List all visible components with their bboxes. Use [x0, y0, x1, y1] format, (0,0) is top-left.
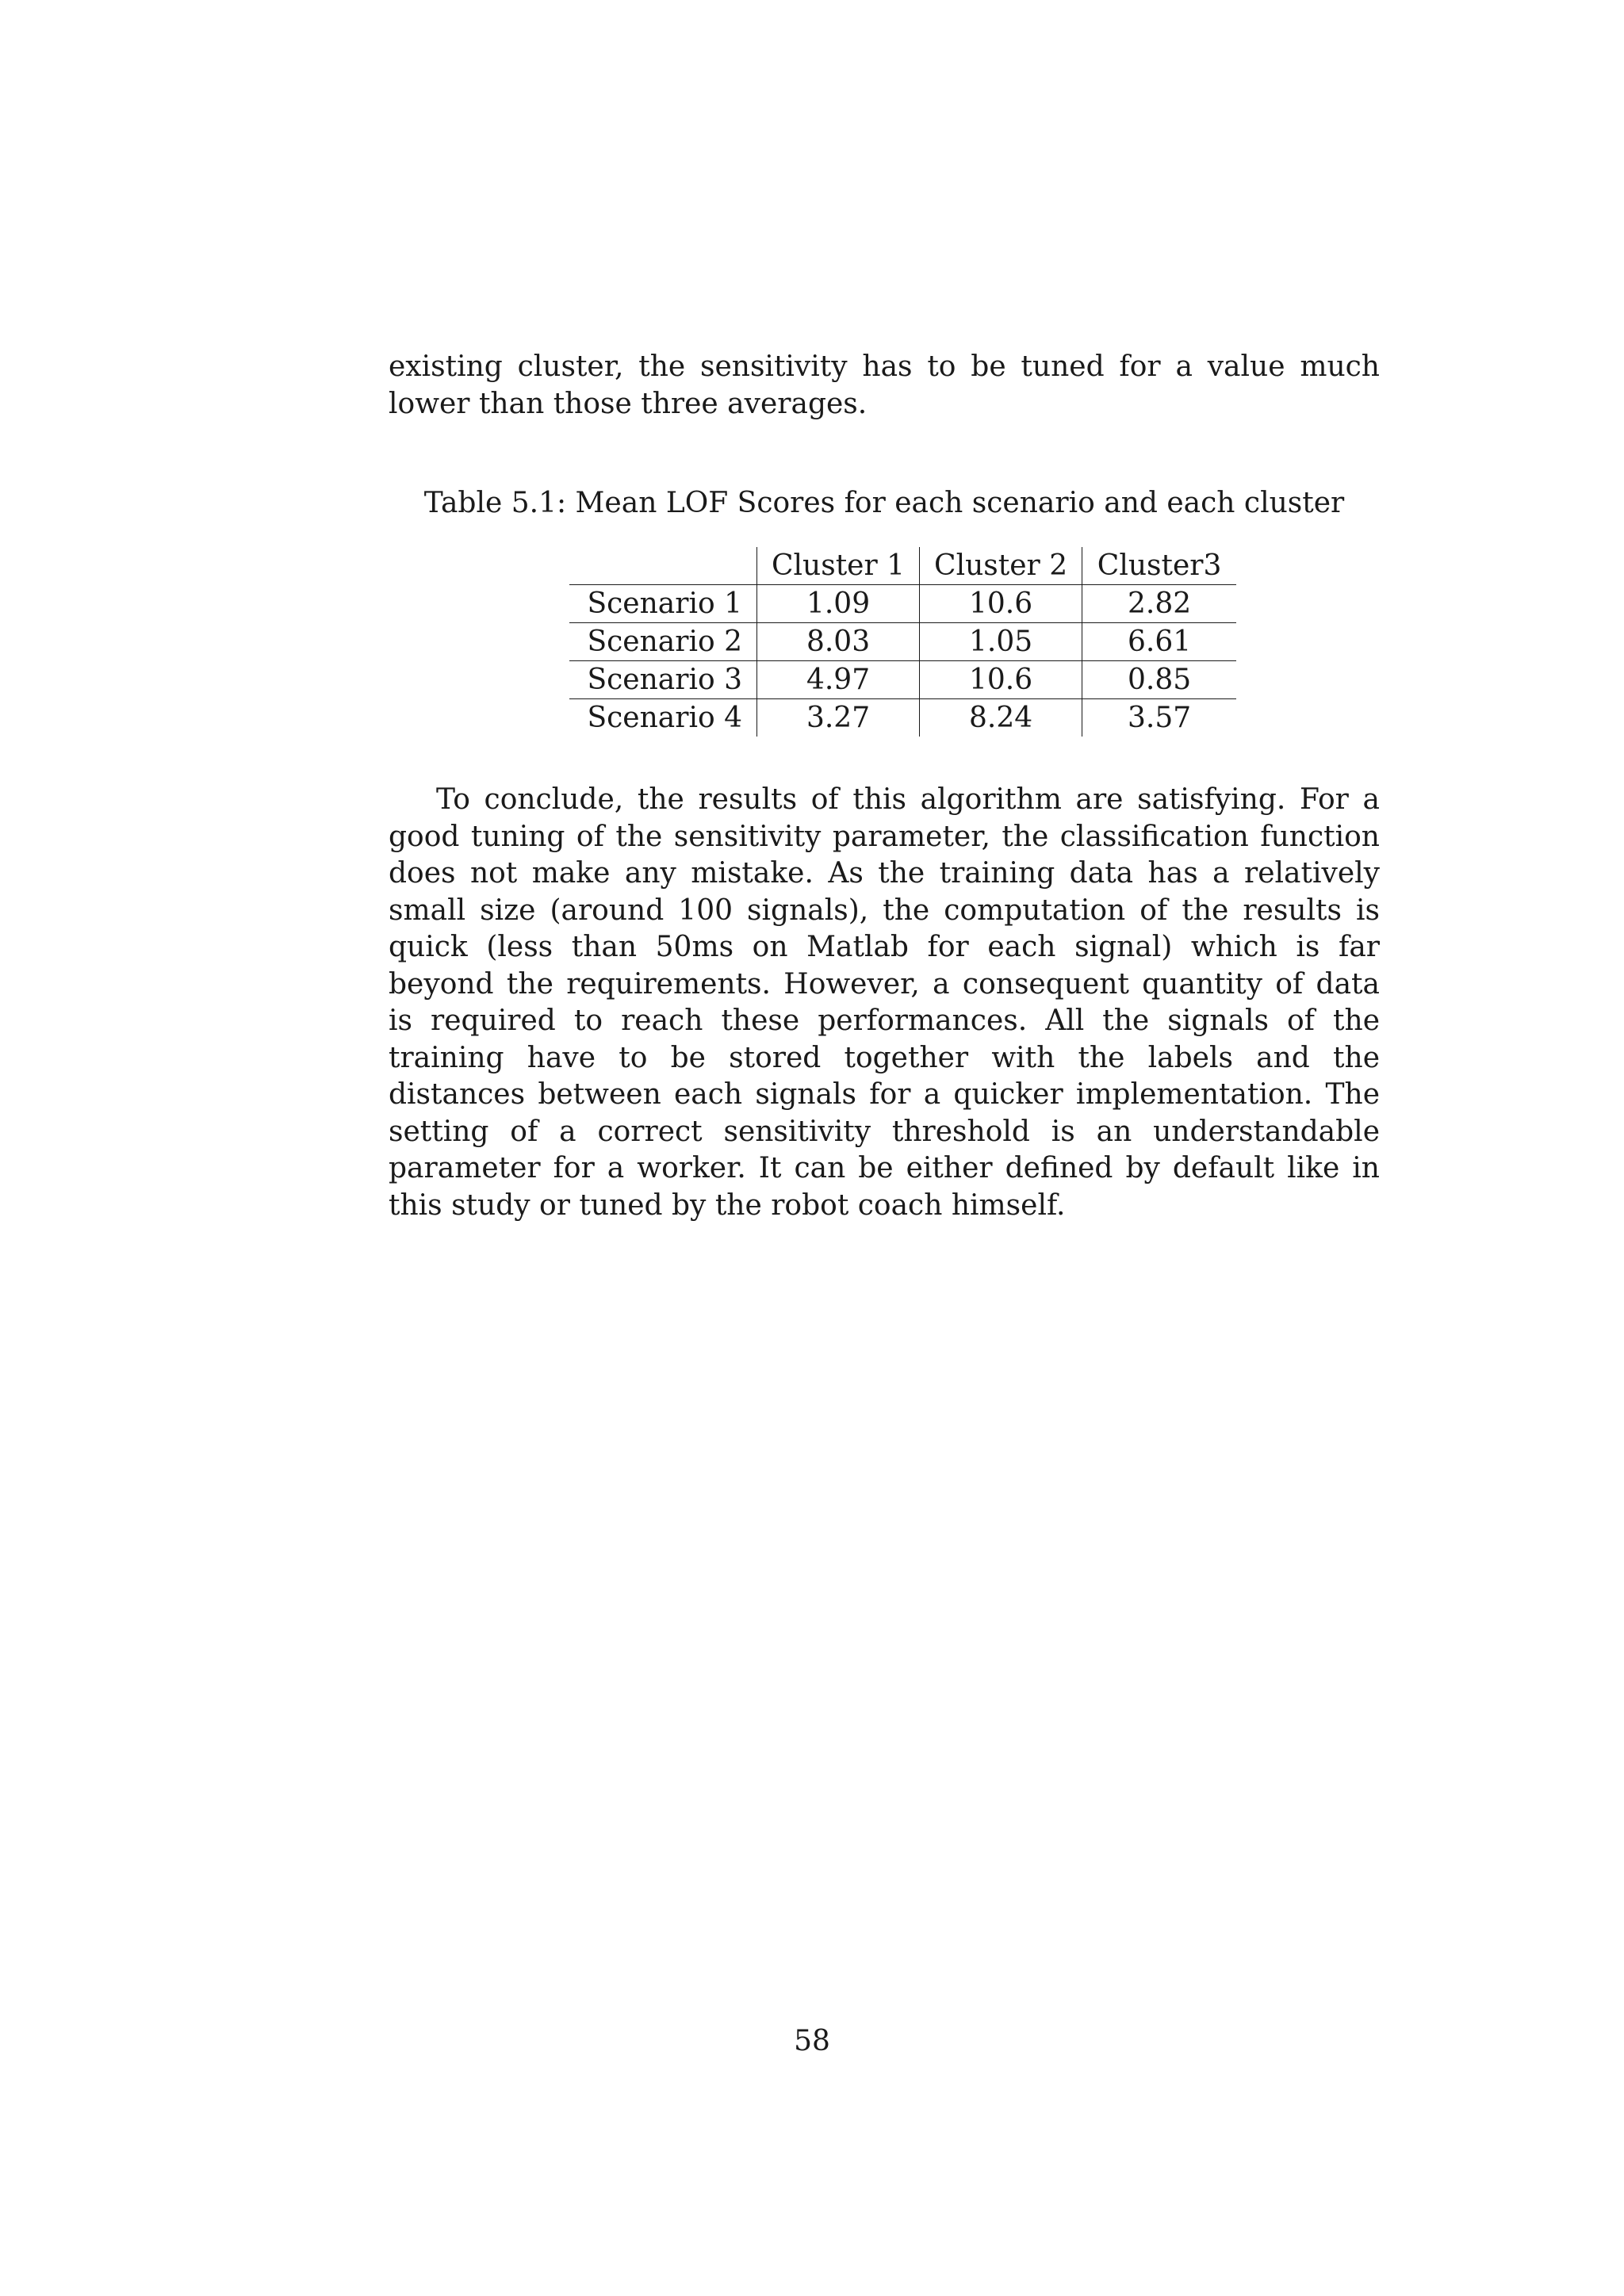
- row-label-scenario-3: Scenario 3: [569, 661, 757, 699]
- column-header-cluster-1: Cluster 1: [757, 547, 920, 585]
- table-header-row: [569, 547, 1236, 585]
- table-row: [569, 699, 1236, 737]
- table-row: [569, 661, 1236, 699]
- table-cell: 3.57: [1082, 699, 1237, 737]
- table-row: [569, 585, 1236, 623]
- table-cell: 1.09: [757, 585, 920, 623]
- lof-scores-table: [569, 547, 1236, 737]
- paragraph-top: existing cluster, the sensitivity has to be tuned for a value much lower than those three averages.: [389, 350, 1380, 420]
- row-label-scenario-4: Scenario 4: [569, 699, 757, 737]
- table-cell: 4.97: [757, 661, 920, 699]
- column-header-cluster-3: Cluster3: [1082, 547, 1237, 585]
- table-cell: 8.24: [920, 699, 1082, 737]
- column-header-cluster-2: Cluster 2: [920, 547, 1082, 585]
- table-cell: 0.85: [1082, 661, 1237, 699]
- page-number: 58: [794, 2025, 830, 2057]
- table-cell: 10.6: [920, 585, 1082, 623]
- table-cell: 1.05: [920, 623, 1082, 661]
- paragraph-conclusion: To conclude, the results of this algorithm are satisfying. For a good tuning of the sensitivity parameter, the classification function does not make any mistake. As the training data has a relatively small size (around 100 signals), the computation of the results is quick (less than 50ms on Matlab for each signal) which is far beyond the requirements. However, a consequent quantity of data is required to reach these performances. All the signals of the training have to be stored together with the labels and the distances between each signals for a quicker implementation. The setting of a correct sensitivity threshold is an understandable parameter for a worker. It can be either defined by default like in this study or tuned by the robot coach himself.: [389, 783, 1380, 1222]
- table-cell: 8.03: [757, 623, 920, 661]
- table-caption: Table 5.1: Mean LOF Scores for each scenario and each cluster: [423, 487, 1345, 519]
- table-row: [569, 623, 1236, 661]
- table-cell: 6.61: [1082, 623, 1237, 661]
- table-cell: 10.6: [920, 661, 1082, 699]
- table-cell: 2.82: [1082, 585, 1237, 623]
- table-corner-cell: [569, 547, 757, 585]
- row-label-scenario-2: Scenario 2: [569, 623, 757, 661]
- row-label-scenario-1: Scenario 1: [569, 585, 757, 623]
- table-cell: 3.27: [757, 699, 920, 737]
